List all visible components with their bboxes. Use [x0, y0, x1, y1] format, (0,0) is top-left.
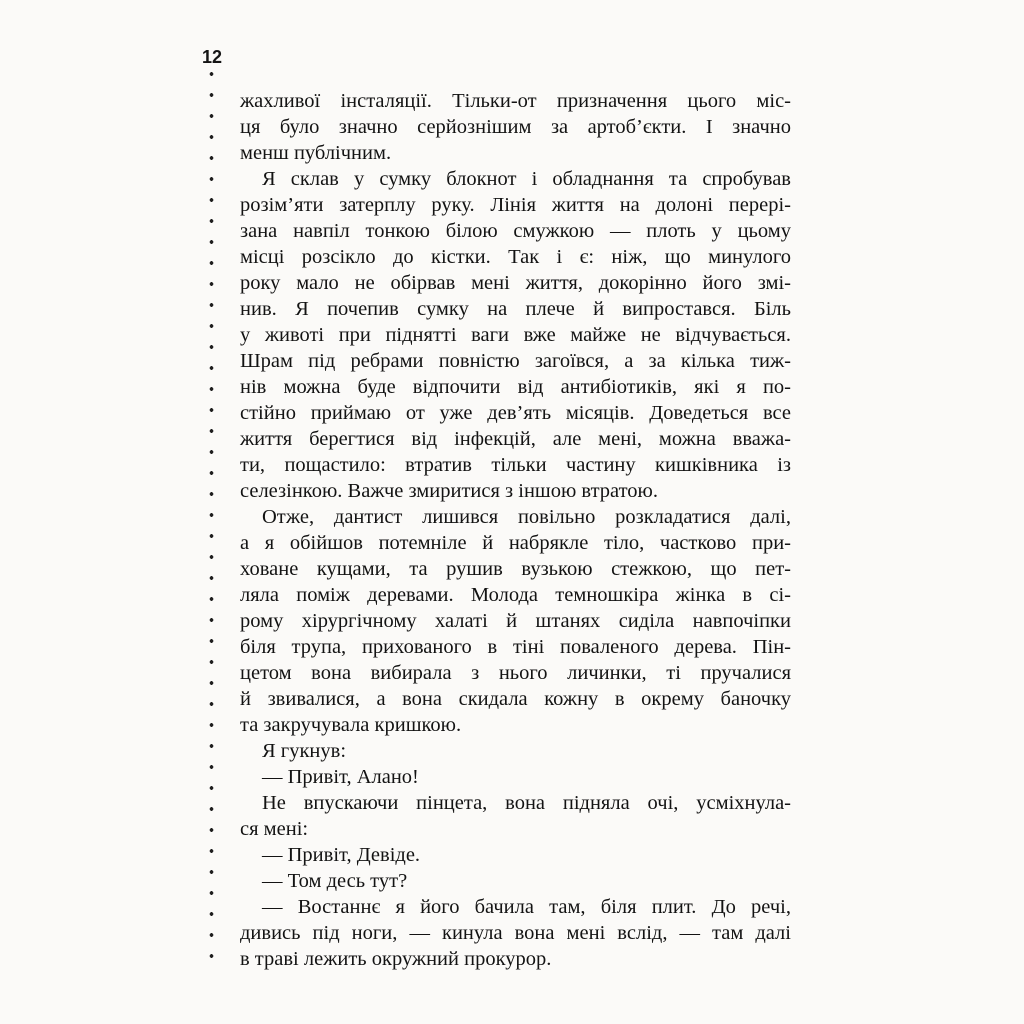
- text-line: й звивалися, а вона скидала кожну в окрему баночку: [240, 688, 791, 710]
- text-line: та закручувала кришкою.: [240, 714, 462, 736]
- text-line: біля трупа, прихованого в тіні поваленого дерева. Пін-: [240, 636, 791, 658]
- paragraph: [240, 790, 791, 842]
- text-line: стійно приймаю от уже дев’ять місяців. Доведеться все: [240, 402, 791, 424]
- text-line: нів можна буде відпочити від антибіотиків, які я по-: [240, 376, 791, 398]
- text-line: у животі при піднятті ваги вже майже не відчувається.: [240, 324, 791, 346]
- text-line: — Том десь тут?: [262, 870, 408, 892]
- text-line: життя берегтися від інфекцій, але мені, можна вважа-: [240, 428, 791, 450]
- text-line: ся мені:: [240, 818, 309, 840]
- paragraph: [240, 868, 791, 894]
- paragraph: [240, 894, 791, 972]
- text-line: — Востаннє я його бачила там, біля плит. До речі,: [262, 896, 791, 918]
- text-line: дивись під ноги, — кинула вона мені вслід, — там далі: [240, 922, 791, 944]
- text-line: розім’яти затерплу руку. Лінія життя на долоні перері-: [240, 194, 791, 216]
- dotted-margin-line: [208, 70, 215, 973]
- text-line: Отже, дантист лишився повільно розкладатися далі,: [262, 506, 791, 528]
- text-line: Я гукнув:: [262, 740, 347, 762]
- text-line: цетом вона вибирала з нього личинки, ті пручалися: [240, 662, 791, 684]
- text-line: нив. Я почепив сумку на плече й випростався. Біль: [240, 298, 791, 320]
- text-line: а я обійшов потемніле й набрякле тіло, частково при-: [240, 532, 791, 554]
- text-line: жахливої інсталяції. Тільки-от призначення цього міс-: [240, 90, 791, 112]
- paragraph: [240, 842, 791, 868]
- text-line: зана навпіл тонкою білою смужкою — плоть у цьому: [240, 220, 791, 242]
- text-line: місці розсікло до кістки. Так і є: ніж, що минулого: [240, 246, 791, 268]
- paragraph: [240, 166, 791, 504]
- text-line: — Привіт, Девіде.: [262, 844, 421, 866]
- text-line: ховане кущами, та рушив вузькою стежкою, що пет-: [240, 558, 791, 580]
- text-line: в траві лежить окружний прокурор.: [240, 948, 552, 970]
- text-line: селезінкою. Важче змиритися з іншою втратою.: [240, 480, 658, 502]
- text-line: ця було значно серйознішим за артоб’єкти. І значно: [240, 116, 791, 138]
- paragraph: [240, 88, 791, 166]
- text-line: року мало не обірвав мені життя, докорінно його змі-: [240, 272, 791, 294]
- paragraph: [240, 738, 791, 764]
- text-line: менш публічним.: [240, 142, 392, 164]
- text-line: Не впускаючи пінцета, вона підняла очі, усміхнула-: [262, 792, 791, 814]
- paragraph: [240, 764, 791, 790]
- text-line: ти, пощастило: втратив тільки частину кишківника із: [240, 454, 791, 476]
- text-line: ляла поміж деревами. Молода темношкіра жінка в сі-: [240, 584, 791, 606]
- page-number: 12: [202, 47, 223, 67]
- paragraph: [240, 504, 791, 738]
- text-line: Шрам під ребрами повністю загоївся, а за кілька тиж-: [240, 350, 791, 372]
- page-text: [240, 88, 791, 972]
- text-line: рому хірургічному халаті й штанях сиділа навпочіпки: [240, 610, 791, 632]
- text-line: — Привіт, Алано!: [262, 766, 419, 788]
- text-line: Я склав у сумку блокнот і обладнання та спробував: [262, 168, 791, 190]
